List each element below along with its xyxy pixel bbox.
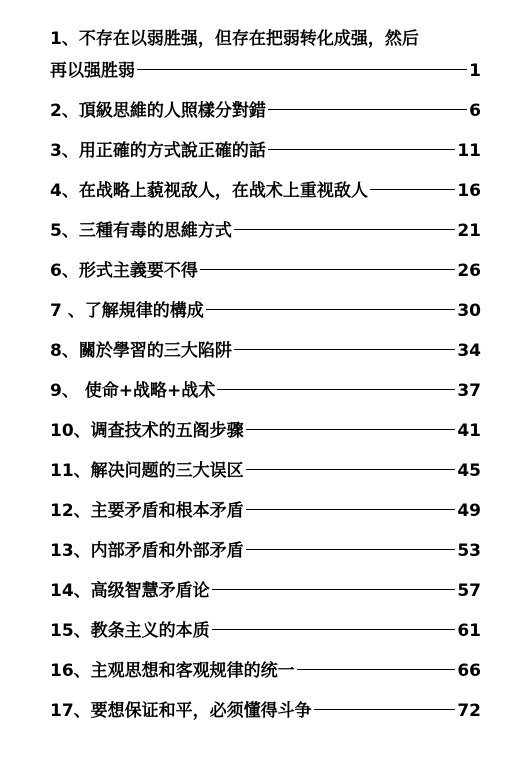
toc-entry-title: 3、用正確的方式說正確的話 xyxy=(50,141,266,161)
toc-leader-line xyxy=(268,109,467,110)
toc-leader-line xyxy=(268,149,456,150)
toc-entry-title: 再以强胜弱 xyxy=(50,61,135,81)
toc-entry-title: 14、高级智慧矛盾论 xyxy=(50,581,210,601)
toc-entry-10 xyxy=(50,416,481,456)
toc-entry-7 xyxy=(50,296,481,336)
toc-leader-line xyxy=(212,629,456,630)
toc-entry-title: 11、解决问题的三大误区 xyxy=(50,461,244,481)
table-of-contents xyxy=(50,24,481,736)
toc-entry-11 xyxy=(50,456,481,496)
toc-entry-1-line-2 xyxy=(50,56,481,96)
toc-entry-title: 6、形式主義要不得 xyxy=(50,261,198,281)
toc-entry-16 xyxy=(50,656,481,696)
toc-entry-13 xyxy=(50,536,481,576)
toc-page-number: 61 xyxy=(457,621,481,641)
toc-entry-2 xyxy=(50,96,481,136)
toc-leader-line xyxy=(217,389,455,390)
toc-entry-title: 2、頂級思維的人照樣分對錯 xyxy=(50,101,266,121)
toc-page-number: 16 xyxy=(457,181,481,201)
toc-leader-line xyxy=(246,509,456,510)
toc-page-number: 66 xyxy=(457,661,481,681)
toc-entry-title: 17、要想保证和平，必须懂得斗争 xyxy=(50,701,312,721)
toc-leader-line xyxy=(137,69,467,70)
toc-page-number: 72 xyxy=(457,701,481,721)
toc-entry-5 xyxy=(50,216,481,256)
toc-leader-line xyxy=(206,309,456,310)
toc-page-number: 6 xyxy=(469,101,481,121)
toc-leader-line xyxy=(200,269,455,270)
toc-page-number: 26 xyxy=(457,261,481,281)
toc-entry-4 xyxy=(50,176,481,216)
toc-entry-title: 13、内部矛盾和外部矛盾 xyxy=(50,541,244,561)
toc-entry-title: 7 、了解規律的構成 xyxy=(50,301,204,321)
toc-entry-title: 15、教条主义的本质 xyxy=(50,621,210,641)
toc-leader-line xyxy=(212,589,456,590)
toc-entry-title: 16、主观思想和客观规律的统一 xyxy=(50,661,295,681)
toc-entry-title: 1、不存在以弱胜强，但存在把弱转化成强，然后 xyxy=(50,29,419,49)
toc-entry-title: 9、 使命+战略+战术 xyxy=(50,381,216,401)
toc-leader-line xyxy=(297,669,456,670)
toc-leader-line xyxy=(246,549,456,550)
toc-page-number: 30 xyxy=(457,301,481,321)
toc-page-number: 49 xyxy=(457,501,481,521)
toc-entry-6 xyxy=(50,256,481,296)
toc-page-number: 53 xyxy=(457,541,481,561)
toc-entry-title: 12、主要矛盾和根本矛盾 xyxy=(50,501,244,521)
toc-page-number: 21 xyxy=(457,221,481,241)
toc-page-number: 41 xyxy=(457,421,481,441)
toc-entry-17 xyxy=(50,696,481,736)
toc-page-number: 37 xyxy=(457,381,481,401)
toc-leader-line xyxy=(234,229,455,230)
toc-leader-line xyxy=(246,429,456,430)
toc-entry-12 xyxy=(50,496,481,536)
toc-page-number: 1 xyxy=(469,61,481,81)
toc-entry-title: 4、在战略上藐视敌人，在战术上重视敌人 xyxy=(50,181,368,201)
toc-entry-15 xyxy=(50,616,481,656)
toc-entry-14 xyxy=(50,576,481,616)
toc-entry-8 xyxy=(50,336,481,376)
toc-entry-title: 5、三種有毒的思維方式 xyxy=(50,221,232,241)
toc-entry-title: 8、關於學習的三大陷阱 xyxy=(50,341,232,361)
toc-entry-9 xyxy=(50,376,481,416)
toc-page-number: 34 xyxy=(457,341,481,361)
toc-entry-3 xyxy=(50,136,481,176)
toc-leader-line xyxy=(234,349,455,350)
toc-page-number: 11 xyxy=(457,141,481,161)
toc-entry-1-line-1 xyxy=(50,24,481,56)
toc-entry-title: 10、调查技术的五阁步骤 xyxy=(50,421,244,441)
toc-leader-line xyxy=(246,469,456,470)
toc-page-number: 45 xyxy=(457,461,481,481)
toc-page-number: 57 xyxy=(457,581,481,601)
toc-leader-line xyxy=(314,709,456,710)
toc-leader-line xyxy=(370,189,456,190)
